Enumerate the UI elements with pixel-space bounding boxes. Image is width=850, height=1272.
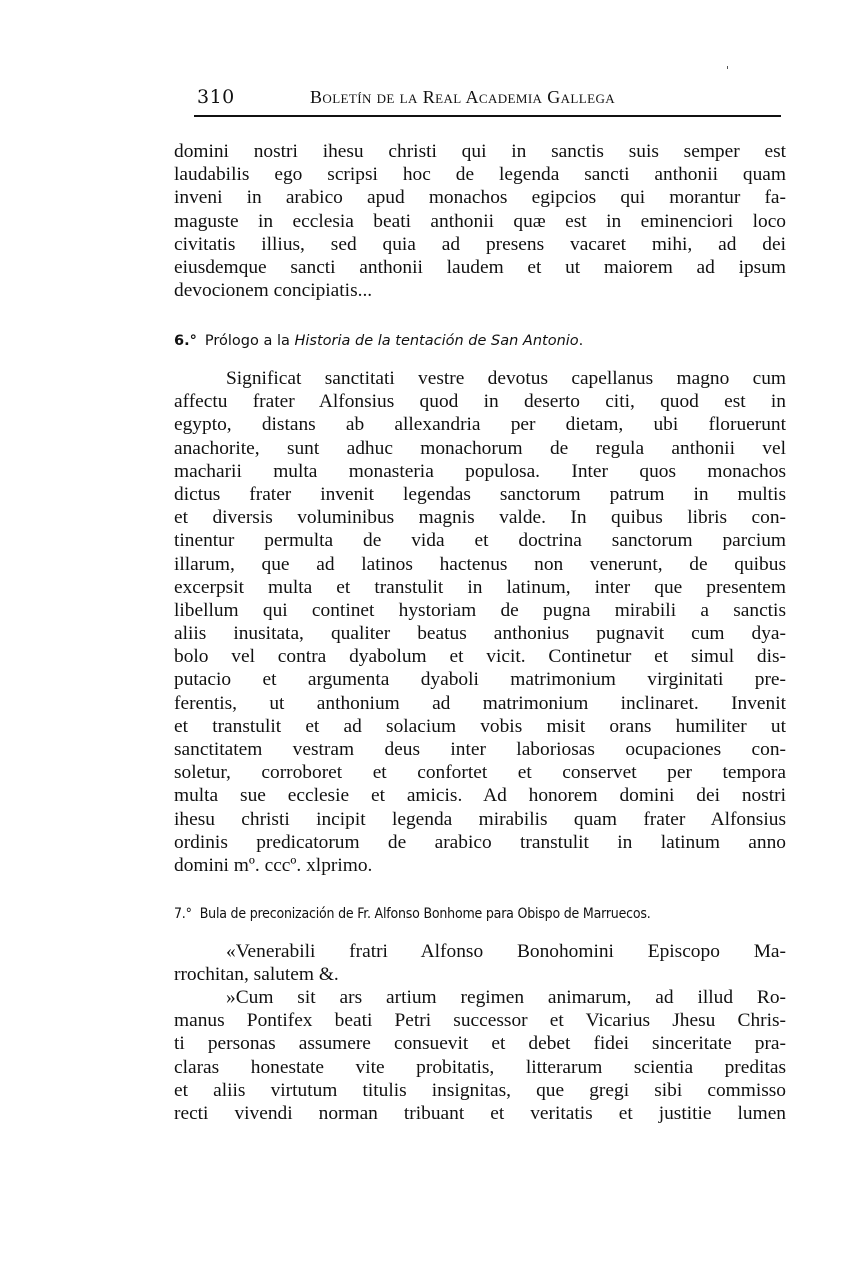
text-line: »Cum sit ars artium regimen animarum, ad illud Ro- <box>226 987 786 1008</box>
text-line: eiusdemque sancti anthonii laudem et ut maiorem ad ipsum <box>174 256 786 278</box>
section-number: 7.° <box>174 906 192 922</box>
text-line: claras honestate vite probitatis, litterarum scientia preditas <box>174 1056 786 1078</box>
page-header <box>197 86 781 114</box>
heading-italic-title: Historia de la tentación de San Antonio <box>294 333 579 349</box>
section-number: 6.° <box>174 333 197 349</box>
page-number: 310 <box>197 86 235 108</box>
text-block-significat <box>174 367 786 877</box>
text-block-bula-body <box>174 986 786 1125</box>
text-line: inveni in arabico apud monachos egipcios qui morantur fa- <box>174 187 786 209</box>
text-line: anachorite, sunt adhuc monachorum de regula anthonii vel <box>174 437 786 459</box>
text-line: macharii multa monasteria populosa. Inter quos monachos <box>174 460 786 482</box>
section-heading-6 <box>174 333 583 349</box>
text-line: devocionem concipiatis... <box>174 280 373 302</box>
text-line: rrochitan, salutem &. <box>174 964 339 986</box>
text-line: maguste in ecclesia beati anthonii quæ est in eminenciori loco <box>174 210 786 232</box>
text-line: libellum qui continet hystoriam de pugna mirabili a sanctis <box>174 599 786 621</box>
text-block-bula-address <box>174 940 786 986</box>
text-line: sanctitatem vestram deus inter laboriosas ocupaciones con- <box>174 739 786 760</box>
text-block-latin-prologue-end <box>174 140 786 302</box>
text-line: domini nostri ihesu christi qui in sanctis suis semper est <box>174 141 786 162</box>
text-line: «Venerabili fratri Alfonso Bonohomini Episcopo Ma- <box>226 941 786 962</box>
running-title: Boletín de la Real Academia Gallega <box>310 87 616 107</box>
text-line: manus Pontifex beati Petri successor et Vicarius Jhesu Chris- <box>174 1010 786 1032</box>
text-line: Significat sanctitati vestre devotus capellanus magno cum <box>226 368 786 389</box>
text-line: multa sue ecclesie et amicis. Ad honorem domini dei nostri <box>174 785 786 807</box>
text-line: recti vivendi norman tribuant et veritatis et justitie lumen <box>174 1102 786 1124</box>
heading-text: Bula de preconización de Fr. Alfonso Bonhome para Obispo de Marruecos. <box>199 906 651 922</box>
text-line: domini mº. cccº. xlprimo. <box>174 854 373 876</box>
header-rule <box>194 115 781 117</box>
text-line: ti personas assumere consuevit et debet fidei sinceritate pra- <box>174 1033 786 1055</box>
text-line: bolo vel contra dyabolum et vicit. Continetur et simul dis- <box>174 646 786 668</box>
text-line: et diversis voluminibus magnis valde. In quibus libris con- <box>174 507 786 529</box>
text-line: putacio et argumenta dyaboli matrimonium virginitati pre- <box>174 669 786 691</box>
scan-speck <box>727 66 728 69</box>
text-line: et aliis virtutum titulis insignitas, que gregi sibi commisso <box>174 1079 786 1101</box>
text-line: tinentur permulta de vida et doctrina sanctorum parcium <box>174 530 786 552</box>
text-line: soletur, corroboret et confortet et conservet per tempora <box>174 762 786 784</box>
text-line: ferentis, ut anthonium ad matrimonium inclinaret. Invenit <box>174 692 786 714</box>
text-line: laudabilis ego scripsi hoc de legenda sancti anthonii quam <box>174 164 786 186</box>
text-line: et transtulit et ad solacium vobis misit orans humiliter ut <box>174 715 786 737</box>
heading-text: Prólogo a la <box>204 333 295 349</box>
text-line: dictus frater invenit legendas sanctorum patrum in multis <box>174 483 786 505</box>
text-line: aliis inusitata, qualiter beatus anthonius pugnavit cum dya- <box>174 623 786 645</box>
text-line: ordinis predicatorum de arabico transtulit in latinum anno <box>174 831 786 853</box>
section-heading-7 <box>174 906 651 922</box>
text-line: ihesu christi incipit legenda mirabilis quam frater Alfonsius <box>174 808 786 830</box>
text-line: illarum, que ad latinos hactenus non venerunt, de quibus <box>174 553 786 575</box>
text-line: excerpsit multa et transtulit in latinum, inter que presentem <box>174 576 786 598</box>
text-line: civitatis illius, sed quia ad presens vacaret mihi, ad dei <box>174 233 786 255</box>
heading-period: . <box>578 333 584 349</box>
text-line: affectu frater Alfonsius quod in deserto citi, quod est in <box>174 391 786 413</box>
text-line: egypto, distans ab allexandria per dietam, ubi floruerunt <box>174 414 786 436</box>
